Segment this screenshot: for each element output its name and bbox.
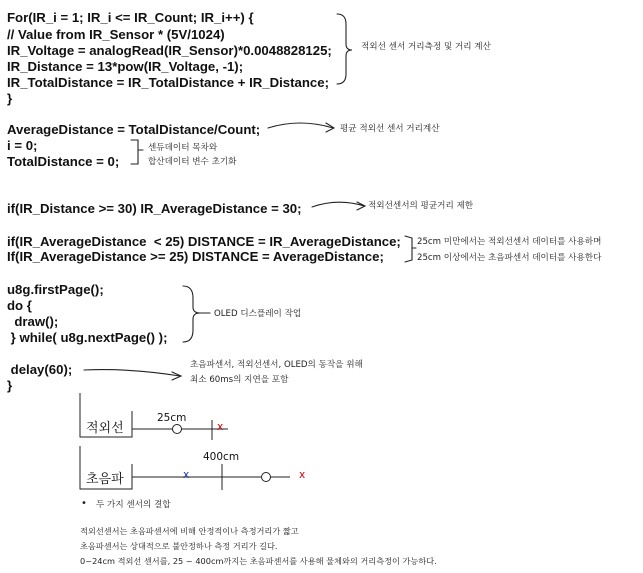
code-line: If(IR_AverageDistance >= 25) DISTANCE = AverageDistance;: [7, 249, 384, 264]
arrow: [84, 370, 180, 376]
annotation-note: 평균 적외선 센서 거리계산: [340, 124, 440, 134]
code-line: }: [7, 91, 13, 106]
ultrasonic-distance-label: 400cm: [203, 451, 240, 463]
bullet-icon: •: [81, 498, 87, 509]
annotation-note: 초음파센서, 적외선센서, OLED의 동작을 위해 최소 60ms의 지연을 포함: [190, 360, 363, 385]
code-line: do {: [7, 298, 32, 313]
brace: [131, 140, 138, 164]
code-line: // Value from IR_Sensor * (5V/1024): [7, 27, 225, 42]
ir-distance-label: 25cm: [157, 412, 187, 424]
code-line: i = 0;: [7, 138, 38, 153]
summary-line: 적외선센서는 초음파센서에 비해 안정적이나 측정거리가 짧고: [80, 526, 299, 536]
code-line: AverageDistance = TotalDistance/Count;: [7, 122, 261, 137]
summary-line: 0~24cm 적외선 센서를, 25 ~ 400cm까지는 초음파센서를 사용해 물체와의 거리측정이 가능하다.: [80, 556, 437, 566]
annotation-note: 25cm 미만에서는 적외선센서 데이터를 사용하며 25cm 이상에서는 초음파센서 데이터를 사용한다: [417, 237, 602, 263]
annotation-note: 적외선센서의 평균거리 제한: [368, 201, 474, 211]
code-line: u8g.firstPage();: [7, 282, 104, 297]
summary-line: 초음파센서는 상대적으로 불안정하나 측정 거리가 길다.: [80, 541, 278, 551]
code-line: draw();: [7, 314, 59, 329]
ultrasonic-sensor-label: 초음파: [86, 472, 124, 487]
annotation-note: 센듀데이터 목차와 합산데이터 변수 초기화: [148, 143, 237, 167]
code-line: if(IR_Distance >= 30) IR_AverageDistance = 30;: [7, 201, 302, 216]
code-line: IR_Voltage = analogRead(IR_Sensor)*0.0048828125;: [7, 43, 332, 58]
brace: [405, 236, 412, 262]
red-x-marker: x: [299, 469, 306, 481]
code-line: For(IR_i = 1; IR_i <= IR_Count; IR_i++) {: [7, 10, 254, 25]
code-line: TotalDistance = 0;: [7, 154, 120, 169]
code-line: IR_TotalDistance = IR_TotalDistance + IR_Distance;: [7, 75, 329, 90]
annotation-note: OLED 디스플레이 작업: [214, 309, 302, 319]
code-line: delay(60);: [7, 362, 73, 377]
code-line: }: [7, 378, 13, 393]
brace: [337, 14, 352, 84]
blue-x-marker: x: [183, 469, 190, 481]
code-line: } while( u8g.nextPage() );: [7, 330, 168, 345]
arrow: [268, 123, 333, 128]
brace: [183, 286, 200, 342]
bullet-text: 두 가지 센서의 결합: [96, 500, 171, 510]
annotation-note: 적외선 센서 거리측정 및 거리 계산: [361, 42, 491, 52]
red-x-marker: x: [217, 421, 224, 433]
arrow: [312, 202, 364, 207]
code-line: if(IR_AverageDistance < 25) DISTANCE = IR_AverageDistance;: [7, 234, 401, 249]
code-line: IR_Distance = 13*pow(IR_Voltage, -1);: [7, 59, 244, 74]
ir-sensor-label: 적외선: [86, 421, 124, 436]
arrowhead: [357, 202, 365, 210]
